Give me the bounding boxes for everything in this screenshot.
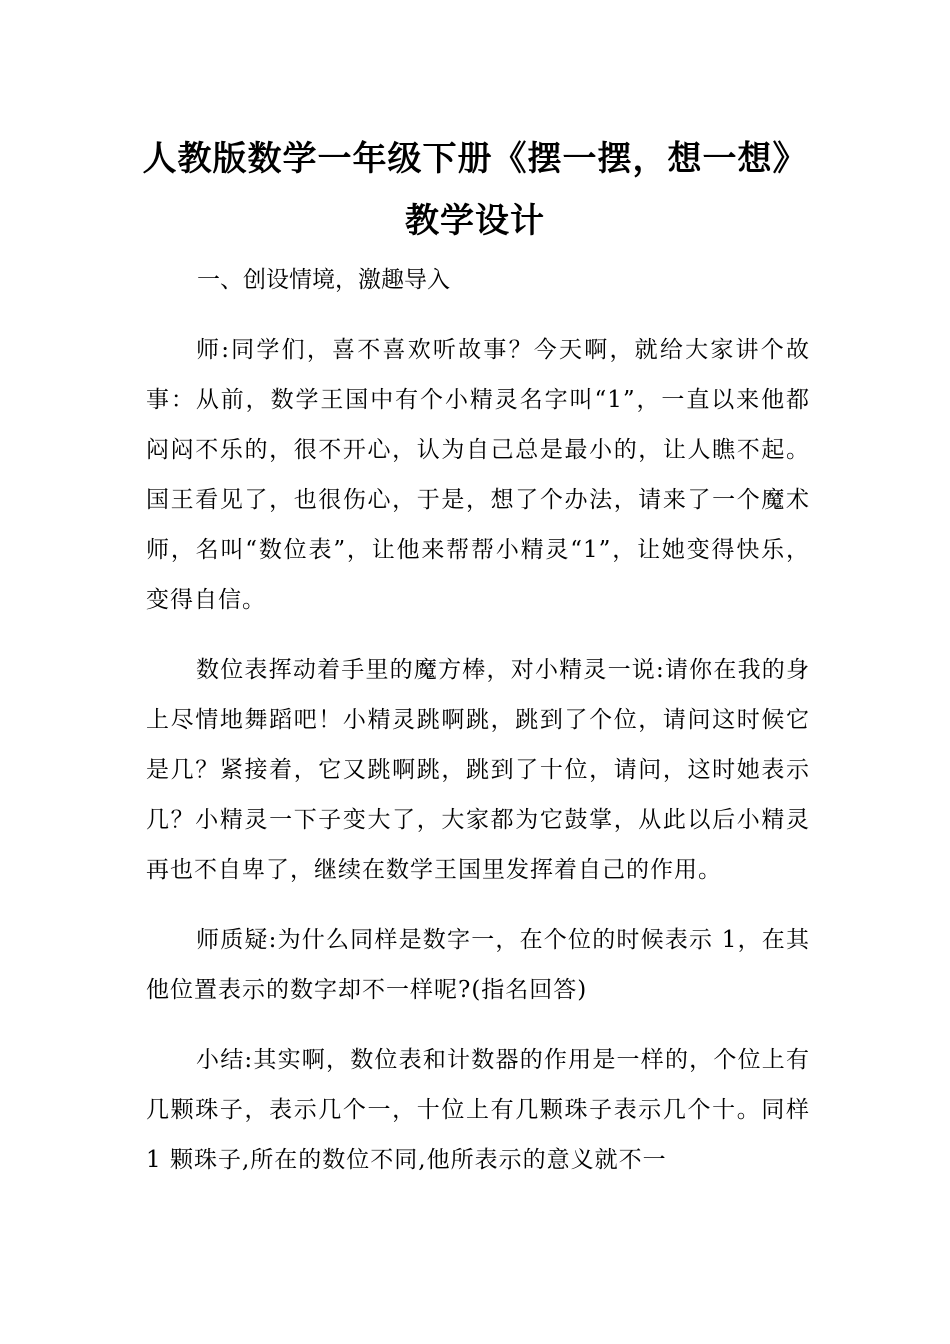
document-body: [146, 325, 810, 1205]
paragraph-teacher-question: 师质疑:为什么同样是数字一，在个位的时候表示 1，在其他位置表示的数字却不一样呢?(指名回答): [146, 927, 810, 1003]
paragraph-summary: 小结:其实啊，数位表和计数器的作用是一样的，个位上有几颗珠子，表示几个一，十位上有几颗珠子表示几个十。同样 1 颗珠子,所在的数位不同,他所表示的意义就不一: [146, 1047, 810, 1173]
paragraph-digit-table: 数位表挥动着手里的魔方棒，对小精灵一说:请你在我的身上尽情地舞蹈吧！小精灵跳啊跳，跳到了个位，请问这时候它是几？紧接着，它又跳啊跳，跳到了十位，请问，这时她表示几？小精灵一下子变大了，大家都为它鼓掌，从此以后小精灵再也不自卑了，继续在数学王国里发挥着自己的作用。: [146, 657, 810, 883]
section-heading: 一、创设情境，激趣导入: [197, 267, 450, 293]
paragraph-story-intro: 师:同学们，喜不喜欢听故事？今天啊，就给大家讲个故事：从前，数学王国中有个小精灵名字叫“1”，一直以来他都闷闷不乐的，很不开心，认为自己总是最小的，让人瞧不起。国王看见了，也很伤心，于是，想了个办法，请来了一个魔术师，名叫“数位表”，让他来帮帮小精灵“1”，让她变得快乐，变得自信。: [146, 337, 810, 613]
document-title: 人教版数学一年级下册《摆一摆，想一想》教学设计: [142, 139, 808, 241]
